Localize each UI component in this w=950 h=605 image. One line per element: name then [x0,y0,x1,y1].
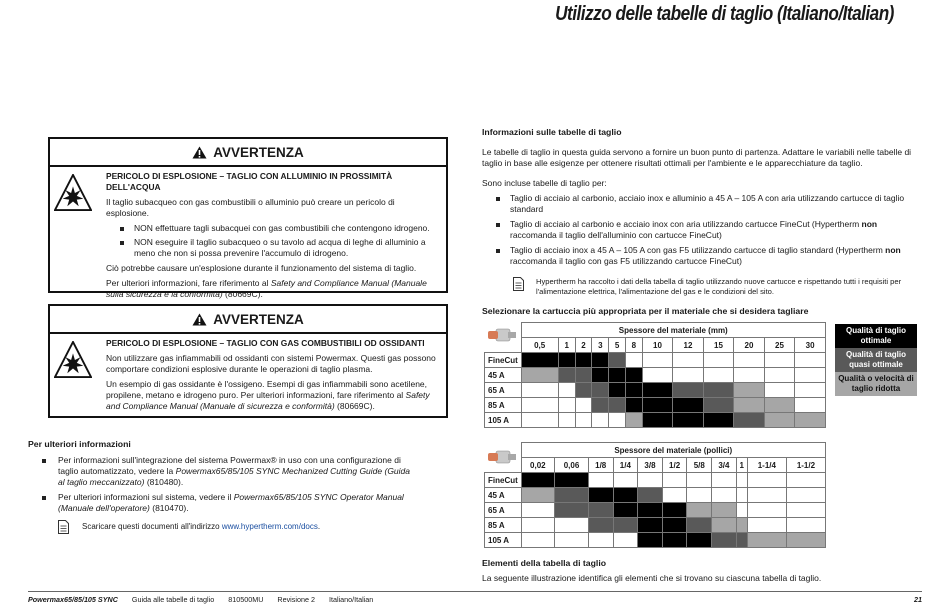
quality-cell [625,368,642,383]
text-span: (810470). [149,503,189,513]
text-span: non [885,245,901,255]
footer-revision: Revisione 2 [277,595,315,604]
cartridge-row-label: 85 A [485,398,522,413]
thickness-column-label: 8 [625,338,642,353]
quality-cell [736,518,747,533]
table-row [485,473,826,488]
quality-cell [673,368,704,383]
quality-cell [625,383,642,398]
cut-chart-table-mm [484,322,826,428]
footer-product: Powermax65/85/105 SYNC [28,595,118,604]
quality-cell [736,503,747,518]
thickness-header: Spessore del materiale (mm) [521,323,826,338]
warning-subtitle: PERICOLO DI ESPLOSIONE – TAGLIO CON GAS COMBUSTIBILI OD OSSIDANTI [106,338,425,348]
cartridge-row-label: 65 A [485,383,522,398]
quality-cell [712,473,737,488]
quality-cell [588,533,613,548]
thickness-column-label: 30 [795,338,826,353]
quality-cell [609,353,626,368]
warning-triangle-icon [192,313,207,326]
quality-cell [734,398,765,413]
quality-cell [609,368,626,383]
quality-cell [521,413,558,428]
quality-cell [673,413,704,428]
quality-cell [609,398,626,413]
explosion-hazard-icon [54,341,92,379]
quality-cell [662,488,687,503]
footer-guide: Guida alle tabelle di taglio [131,595,215,604]
quality-cell [521,383,558,398]
docs-link[interactable]: www.hypertherm.com/docs [221,522,318,531]
quality-cell [662,533,687,548]
thickness-column-label: 15 [703,338,734,353]
quality-cell [642,413,673,428]
list-item: NON effettuare tagli subacquei con gas combustibili che contengono idrogeno. [106,223,440,234]
quality-cell [592,368,609,383]
text-span: Scaricare questi documenti all'indirizzo [82,522,222,531]
quality-cell [625,398,642,413]
list-item: NON eseguire il taglio subacqueo o su tavolo ad acqua di leghe di alluminio a meno che non si possa prevenire l'accumulo di idrogeno. [106,237,440,259]
quality-cell [642,383,673,398]
quality-cell [588,473,613,488]
text-span: Per informazioni sull'integrazione del sistema Powermax® in uso con una configurazione di taglio automatizzato, vedere la [58,455,401,476]
quality-cell [747,503,786,518]
thickness-column-label: 12 [673,338,704,353]
text-span: Taglio di acciaio al carbonio e acciaio inox con aria utilizzando cartucce FineCut (Hypertherm [510,219,862,229]
quality-cell [786,518,825,533]
quality-cell [712,503,737,518]
quality-cell [734,413,765,428]
cartridge-row-label: 65 A [485,503,522,518]
warning-header [50,139,446,167]
quality-cell [764,413,795,428]
download-note [82,522,320,531]
quality-cell [795,413,826,428]
quality-cell [555,533,589,548]
info-paragraph: Le tabelle di taglio in questa guida servono a fornire un buon punto di partenza. Adattare le variabili nelle tabelle di taglio in base alle esigenze per ottenere risultati ottimali per l'ambiente e le apparecchiature da taglio. [482,147,912,168]
quality-cell [687,503,712,518]
list-item [28,455,418,488]
quality-cell [575,368,592,383]
quality-cell [521,398,558,413]
quality-cell [613,488,638,503]
thickness-column-label: 1/8 [588,458,613,473]
elements-heading: Elementi della tabella di taglio [482,558,607,568]
quality-cell [558,413,575,428]
quality-cell [521,488,555,503]
text-span: (80669C). [222,289,263,299]
warning-reference [106,379,440,412]
thickness-column-label: 1 [736,458,747,473]
quality-cell [747,488,786,503]
quality-cell [558,368,575,383]
warning-title: AVVERTENZA [213,144,304,160]
page-number: 21 [914,595,922,604]
thickness-column-label: 0,5 [521,338,558,353]
note-text: Hypertherm ha raccolto i dati della tabella di taglio utilizzando nuove cartucce e rispettando tutti i requisiti per l'alimentazione elettrica, l'alimentazione del gas e le condizioni del sito. [536,277,902,296]
thickness-column-label: 10 [642,338,673,353]
quality-cell [764,383,795,398]
quality-cell [662,503,687,518]
document-note-icon [58,520,69,534]
table-row [485,353,826,368]
footer-divider [28,591,922,592]
table-row [485,413,826,428]
manual-title: Powermax65/85/105 SYNC Mechanized Cutting Guide (Guida al taglio meccanizzato) [58,466,411,487]
quality-cell [687,533,712,548]
footer-part-number: 810500MU [228,595,264,604]
text-span: raccomanda il taglio dell'alluminio con cartucce FineCut) [510,230,722,240]
cartridge-row-label: 45 A [485,368,522,383]
quality-cell [558,398,575,413]
warning-box-aluminum [48,137,448,299]
quality-cell [592,353,609,368]
table-row [485,533,826,548]
quality-cell [575,353,592,368]
thickness-column-label: 5 [609,338,626,353]
quality-cell [795,398,826,413]
quality-cell [638,473,663,488]
quality-cell [786,473,825,488]
quality-cell [687,473,712,488]
quality-cell [609,413,626,428]
quality-cell [521,533,555,548]
quality-cell [521,518,555,533]
quality-cell [662,473,687,488]
quality-cell [764,368,795,383]
warning-header [50,306,446,334]
thickness-header: Spessore del materiale (pollici) [521,443,826,458]
quality-cell [642,368,673,383]
table-corner [485,323,522,353]
warning-subtitle: PERICOLO DI ESPLOSIONE – TAGLIO CON ALLUMINIO IN PROSSIMITÀ DELL'ACQUA [106,171,393,192]
page-title: Utilizzo delle tabelle di taglio (Italiano/Italian) [555,3,894,25]
table-corner [485,443,522,473]
info-heading: Informazioni sulle tabelle di taglio [482,127,622,137]
quality-cell [555,488,589,503]
quality-cell [734,353,765,368]
cartridge-row-label: 105 A [485,533,522,548]
quality-cell [638,518,663,533]
quality-cell [575,398,592,413]
warning-text: Il taglio subacqueo con gas combustibili o alluminio può creare un pericolo di esplosione. [106,197,395,218]
quality-cell [786,488,825,503]
select-heading: Selezionare la cartuccia più appropriata per il materiale che si desidera tagliare [482,306,809,316]
thickness-column-label: 3/4 [712,458,737,473]
quality-cell [673,353,704,368]
quality-legend [835,324,917,396]
thickness-column-label: 1/2 [662,458,687,473]
quality-cell [747,518,786,533]
table-row [485,518,826,533]
quality-cell [736,473,747,488]
cartridge-row-label: FineCut [485,473,522,488]
quality-cell [764,398,795,413]
thickness-column-label: 0,02 [521,458,555,473]
quality-cell [734,368,765,383]
warning-title: AVVERTENZA [213,311,304,327]
thickness-column-label: 5/8 [687,458,712,473]
quality-cell [521,503,555,518]
warning-reference [106,278,440,300]
quality-cell [575,383,592,398]
warning-triangle-icon [192,146,207,159]
text-span: . [317,522,321,531]
legend-reduced: Qualità o velocità di taglio ridotta [835,372,917,396]
quality-cell [638,503,663,518]
text-span: Per ulteriori informazioni, fare riferimento al [106,278,271,288]
quality-cell [609,383,626,398]
manual-title: Safety and Compliance Manual (Manuale di sicurezza e conformità) [106,390,430,411]
quality-cell [613,533,638,548]
quality-cell [588,488,613,503]
quality-cell [662,518,687,533]
quality-cell [736,488,747,503]
thickness-column-label: 1-1/2 [786,458,825,473]
quality-cell [703,368,734,383]
quality-cell [795,383,826,398]
info-intro: Sono incluse tabelle di taglio per: [482,178,607,188]
quality-cell [642,353,673,368]
quality-cell [703,353,734,368]
quality-cell [642,398,673,413]
quality-cell [734,383,765,398]
list-item [482,245,912,267]
quality-cell [521,473,555,488]
table-row [485,383,826,398]
table-row [485,503,826,518]
more-info-heading: Per ulteriori informazioni [28,439,131,449]
text-span: Taglio di acciaio inox a 45 A – 105 A con gas F5 utilizzando cartucce di taglio standard (Hypertherm [510,245,886,255]
quality-cell [712,488,737,503]
thickness-column-label: 3 [592,338,609,353]
quality-cell [625,353,642,368]
text-span: (80669C). [334,401,375,411]
quality-cell [703,383,734,398]
table-row [485,398,826,413]
quality-cell [558,383,575,398]
list-item: Taglio di acciaio al carbonio, acciaio inox e alluminio a 45 A – 105 A con aria utilizzando cartucce di taglio standard [482,193,912,215]
quality-cell [703,398,734,413]
elements-text: La seguente illustrazione identifica gli elementi che si trovano su ciascuna tabella di taglio. [482,573,822,583]
quality-cell [592,383,609,398]
quality-cell [786,503,825,518]
quality-cell [712,518,737,533]
cartridge-row-label: 105 A [485,413,522,428]
quality-cell [521,353,558,368]
quality-cell [638,488,663,503]
cartridge-row-label: 85 A [485,518,522,533]
thickness-column-label: 3/8 [638,458,663,473]
warning-text: Ciò potrebbe causare un'esplosione durante il funzionamento del sistema di taglio. [106,263,417,273]
quality-cell [638,533,663,548]
quality-cell [795,353,826,368]
legend-optimal: Qualità di taglio ottimale [835,324,917,348]
quality-cell [613,503,638,518]
cut-chart-table-inches [484,442,826,548]
quality-cell [673,383,704,398]
quality-cell [613,473,638,488]
quality-cell [592,413,609,428]
quality-cell [625,413,642,428]
quality-cell [673,398,704,413]
warning-box-gas [48,304,448,418]
quality-cell [786,533,825,548]
text-span: raccomanda il taglio con gas F5 utilizzando cartucce FineCut) [510,256,742,266]
document-note-icon [513,277,524,291]
legend-near-optimal: Qualità di taglio quasi ottimale [835,348,917,372]
quality-cell [521,368,558,383]
text-span: Un esempio di gas ossidante è l'ossigeno. Esempi di gas infiammabili sono acetilene, propilene, metano e idrogeno puro. Per ulteriori informazioni, fare riferimento al [106,379,428,400]
quality-cell [687,518,712,533]
list-item [482,219,912,241]
quality-cell [555,473,589,488]
warning-bullet-list [106,223,440,259]
warning-text: Non utilizzare gas infiammabili od ossidanti con sistemi Powermax. Questi gas possono comportare condizioni esplosive durante le operazioni di taglio plasma. [106,353,436,374]
manual-title: Safety and Compliance Manual (Manuale sulla sicurezza e la conformità) [106,278,427,299]
quality-cell [712,533,737,548]
explosion-hazard-icon [54,174,92,212]
quality-cell [588,503,613,518]
manual-title: Powermax65/85/105 SYNC Operator Manual (Manuale dell'operatore) [58,492,404,513]
quality-cell [555,518,589,533]
more-info-list [28,455,418,517]
thickness-column-label: 2 [575,338,592,353]
quality-cell [555,503,589,518]
quality-cell [588,518,613,533]
page-footer [28,595,922,604]
list-item [28,492,418,514]
quality-cell [795,368,826,383]
quality-cell [613,518,638,533]
text-span: (810480). [144,477,184,487]
quality-cell [764,353,795,368]
quality-cell [747,533,786,548]
quality-cell [736,533,747,548]
text-span: non [861,219,878,229]
table-row [485,368,826,383]
quality-cell [703,413,734,428]
quality-cell [592,398,609,413]
thickness-column-label: 1 [558,338,575,353]
thickness-column-label: 1/4 [613,458,638,473]
thickness-column-label: 20 [734,338,765,353]
footer-language: Italiano/Italian [328,595,374,604]
thickness-column-label: 0,06 [555,458,589,473]
cartridge-row-label: FineCut [485,353,522,368]
quality-cell [747,473,786,488]
thickness-column-label: 1-1/4 [747,458,786,473]
thickness-column-label: 25 [764,338,795,353]
text-span: Per ulteriori informazioni sul sistema, vedere il [58,492,234,502]
quality-cell [558,353,575,368]
info-bullet-list [482,193,912,270]
table-row [485,488,826,503]
cartridge-row-label: 45 A [485,488,522,503]
quality-cell [575,413,592,428]
quality-cell [687,488,712,503]
